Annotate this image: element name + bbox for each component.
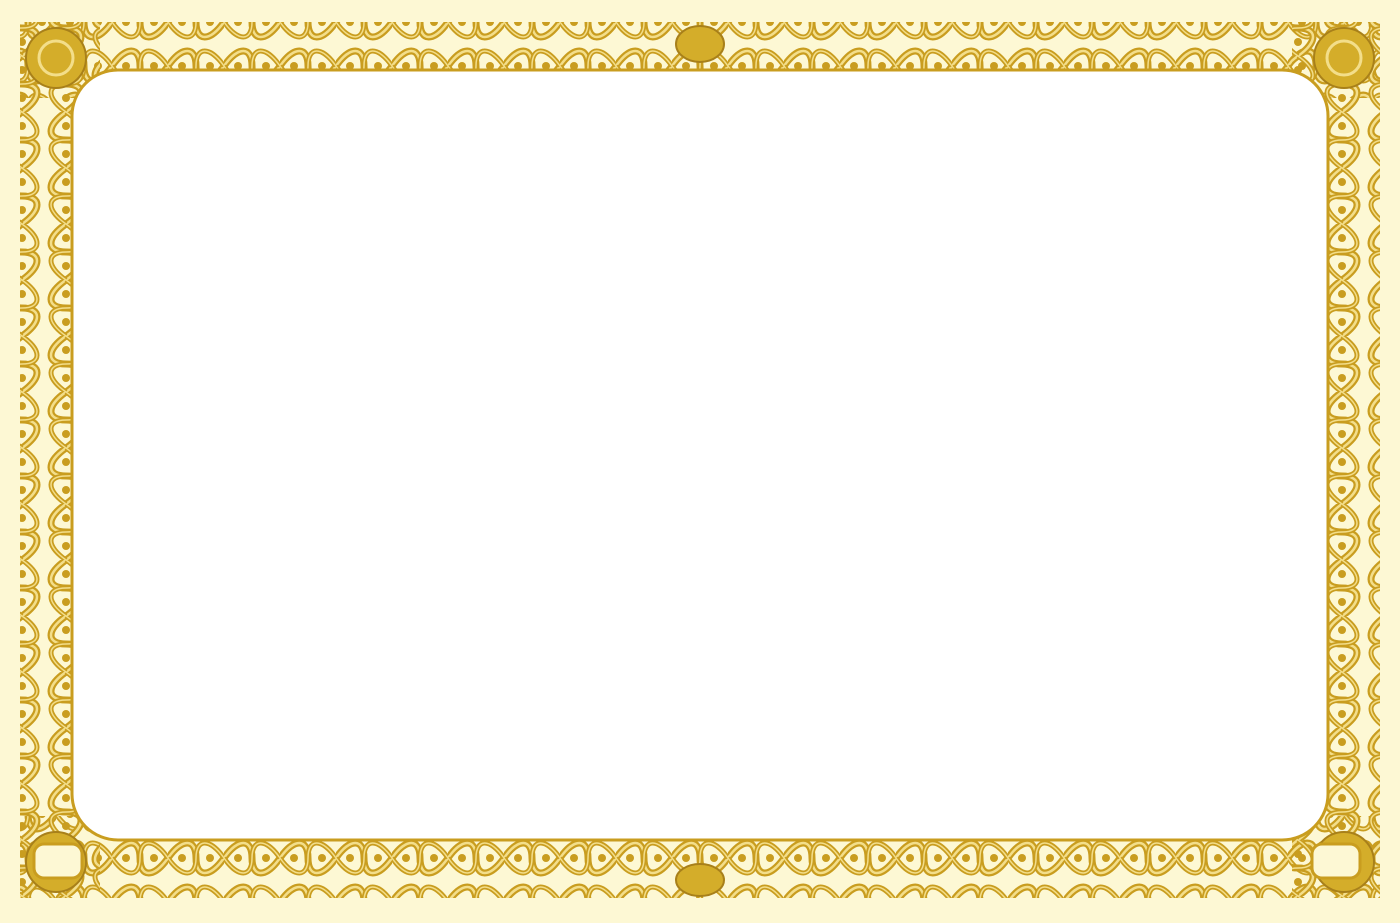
page-number-left [36, 847, 80, 875]
page-number-right [1314, 847, 1358, 875]
